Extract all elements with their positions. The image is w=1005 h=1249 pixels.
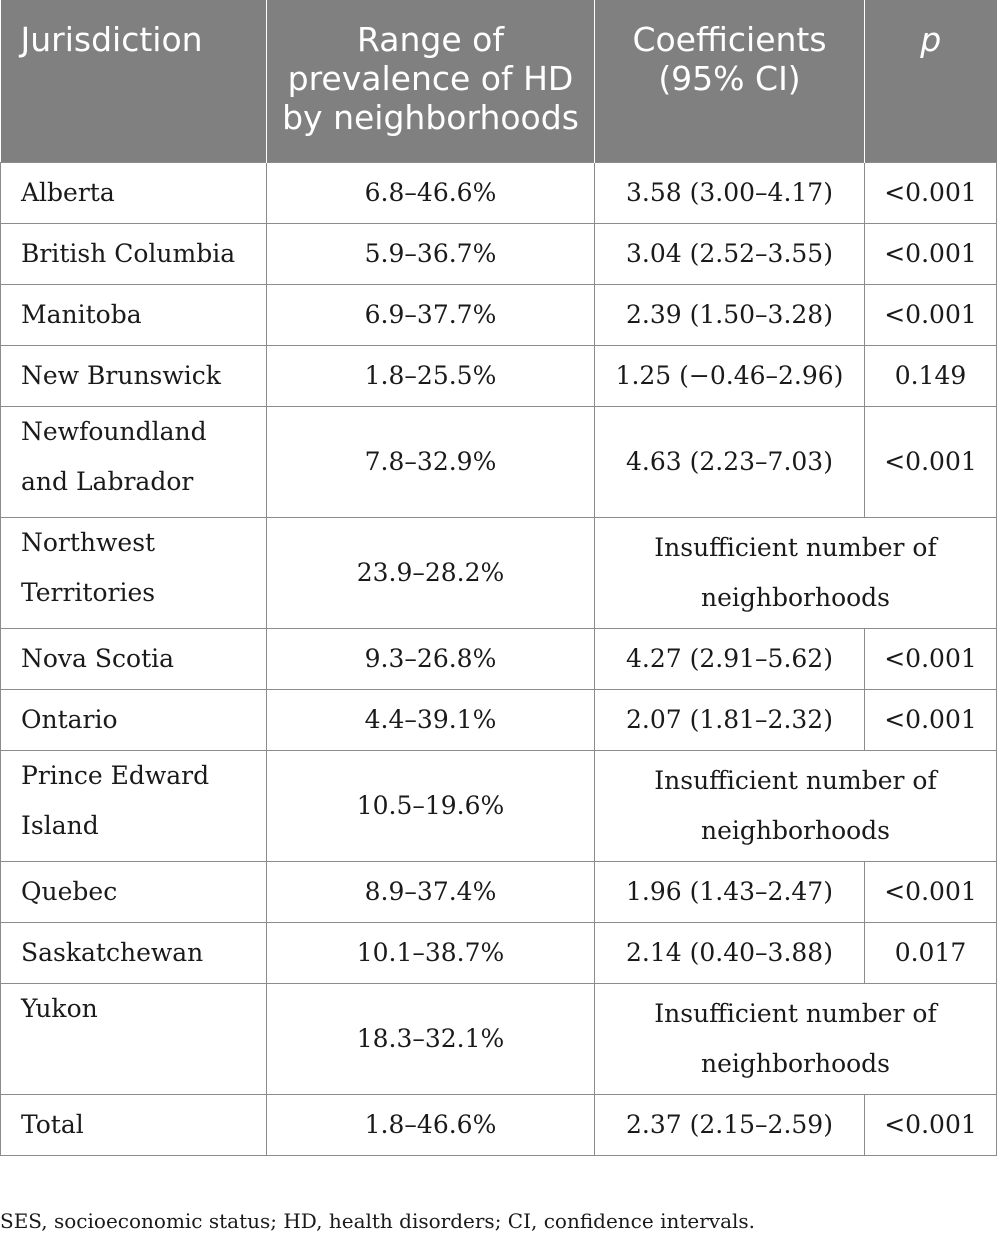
cell-jurisdiction: Yukon — [1, 983, 267, 1094]
cell-range: 23.9–28.2% — [267, 517, 595, 628]
cell-p-value: <0.001 — [865, 689, 997, 750]
table-row — [1, 922, 997, 983]
table-header — [1, 0, 997, 162]
cell-coefficient: 4.27 (2.91–5.62) — [595, 628, 865, 689]
header-row — [1, 0, 997, 162]
cell-insufficient-note: Insufficient number of neighborhoods — [595, 750, 997, 861]
table-row — [1, 284, 997, 345]
header-range: Range of prevalence of HD by neighborhoods — [267, 0, 595, 162]
table-row — [1, 1094, 997, 1155]
cell-jurisdiction: Saskatchewan — [1, 922, 267, 983]
cell-coefficient: 3.04 (2.52–3.55) — [595, 223, 865, 284]
cell-range: 9.3–26.8% — [267, 628, 595, 689]
table-row — [1, 689, 997, 750]
cell-jurisdiction: Alberta — [1, 162, 267, 223]
header-coefficients: Coefficients (95% CI) — [595, 0, 865, 162]
cell-coefficient: 2.37 (2.15–2.59) — [595, 1094, 865, 1155]
cell-range: 8.9–37.4% — [267, 861, 595, 922]
table-row — [1, 861, 997, 922]
table-row — [1, 223, 997, 284]
header-p-value: p — [865, 0, 997, 162]
cell-p-value: 0.149 — [865, 345, 997, 406]
cell-coefficient: 1.96 (1.43–2.47) — [595, 861, 865, 922]
cell-coefficient: 2.39 (1.50–3.28) — [595, 284, 865, 345]
cell-coefficient: 3.58 (3.00–4.17) — [595, 162, 865, 223]
table-row — [1, 162, 997, 223]
cell-jurisdiction: Newfoundland and Labrador — [1, 406, 267, 517]
table-row — [1, 517, 997, 628]
cell-range: 6.8–46.6% — [267, 162, 595, 223]
cell-p-value: <0.001 — [865, 861, 997, 922]
cell-jurisdiction: Nova Scotia — [1, 628, 267, 689]
cell-range: 7.8–32.9% — [267, 406, 595, 517]
cell-p-value: <0.001 — [865, 1094, 997, 1155]
cell-p-value: 0.017 — [865, 922, 997, 983]
cell-range: 1.8–46.6% — [267, 1094, 595, 1155]
cell-insufficient-note: Insufficient number of neighborhoods — [595, 983, 997, 1094]
table-body — [1, 162, 997, 1155]
cell-range: 5.9–36.7% — [267, 223, 595, 284]
table-row — [1, 345, 997, 406]
cell-jurisdiction: Ontario — [1, 689, 267, 750]
cell-jurisdiction: British Columbia — [1, 223, 267, 284]
cell-p-value: <0.001 — [865, 223, 997, 284]
cell-jurisdiction: Quebec — [1, 861, 267, 922]
cell-coefficient: 1.25 (−0.46–2.96) — [595, 345, 865, 406]
cell-jurisdiction: Northwest Territories — [1, 517, 267, 628]
table-row — [1, 750, 997, 861]
cell-jurisdiction: Prince Edward Island — [1, 750, 267, 861]
cell-range: 18.3–32.1% — [267, 983, 595, 1094]
cell-p-value: <0.001 — [865, 284, 997, 345]
header-jurisdiction: Jurisdiction — [1, 0, 267, 162]
cell-jurisdiction: Total — [1, 1094, 267, 1155]
table-footnote: SES, socioeconomic status; HD, health disorders; CI, confidence intervals. — [0, 1209, 756, 1233]
cell-p-value: <0.001 — [865, 406, 997, 517]
cell-coefficient: 2.14 (0.40–3.88) — [595, 922, 865, 983]
table-row — [1, 406, 997, 517]
cell-p-value: <0.001 — [865, 162, 997, 223]
cell-range: 10.5–19.6% — [267, 750, 595, 861]
cell-insufficient-note: Insufficient number of neighborhoods — [595, 517, 997, 628]
table-row — [1, 983, 997, 1094]
cell-coefficient: 2.07 (1.81–2.32) — [595, 689, 865, 750]
cell-coefficient: 4.63 (2.23–7.03) — [595, 406, 865, 517]
cell-p-value: <0.001 — [865, 628, 997, 689]
cell-range: 1.8–25.5% — [267, 345, 595, 406]
cell-jurisdiction: New Brunswick — [1, 345, 267, 406]
cell-range: 4.4–39.1% — [267, 689, 595, 750]
table-row — [1, 628, 997, 689]
cell-jurisdiction: Manitoba — [1, 284, 267, 345]
cell-range: 10.1–38.7% — [267, 922, 595, 983]
cell-range: 6.9–37.7% — [267, 284, 595, 345]
